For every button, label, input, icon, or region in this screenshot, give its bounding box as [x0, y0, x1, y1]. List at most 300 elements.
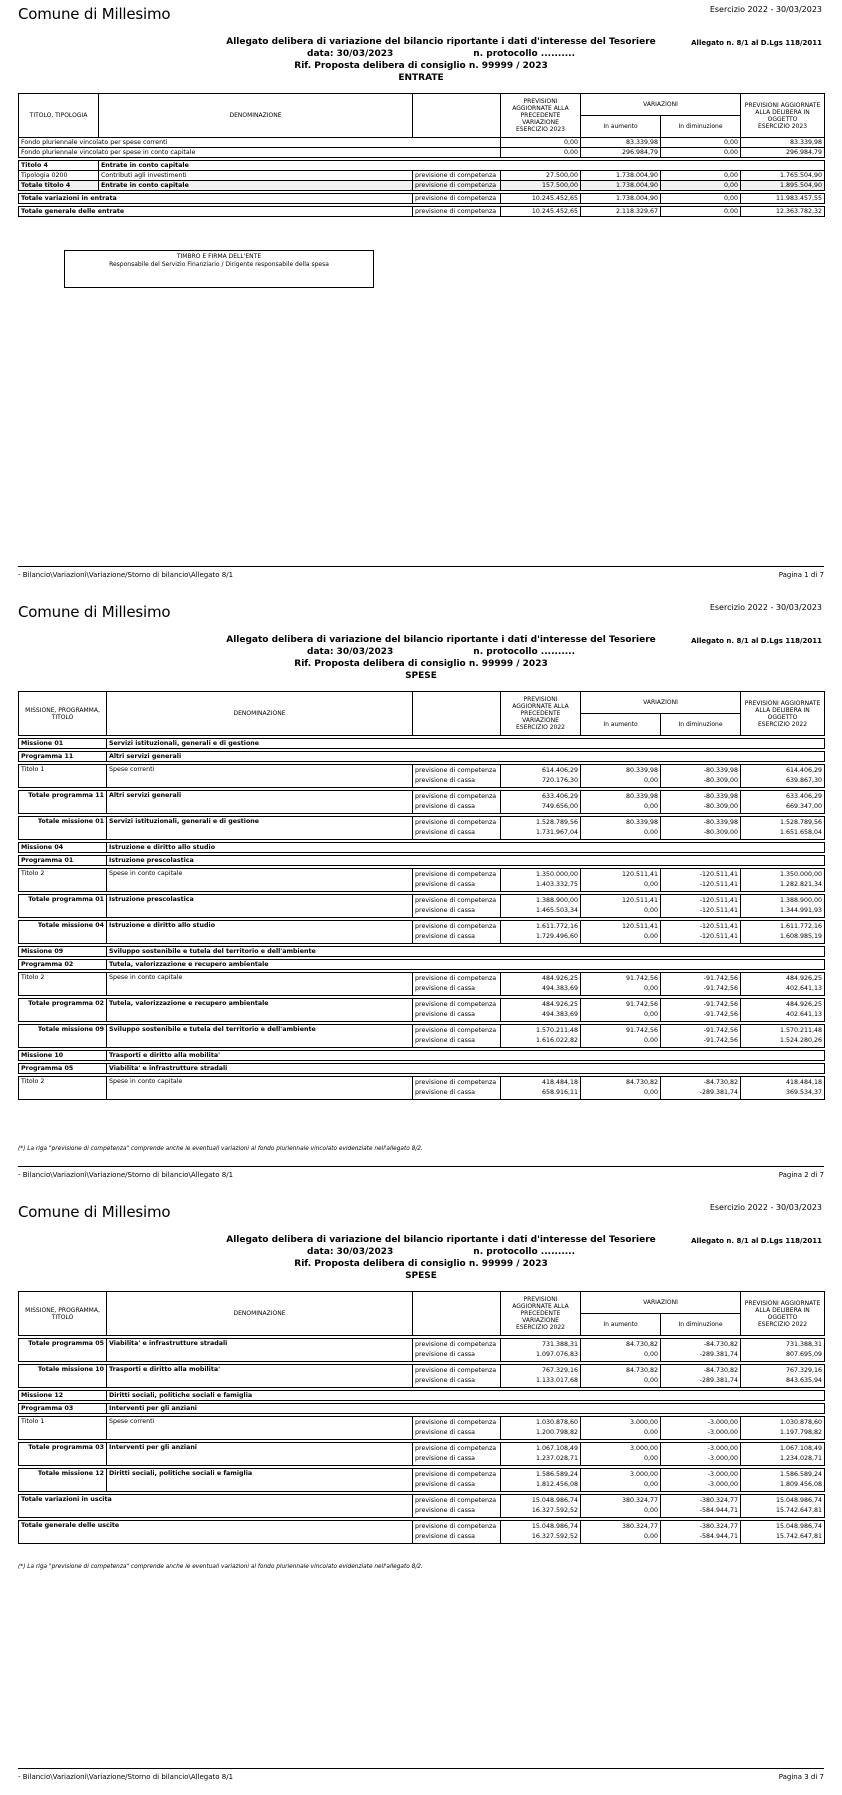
- total-row: [19, 1495, 825, 1518]
- aumento-cell-line-1: 84.730,82: [625, 1367, 658, 1374]
- row-description: Diritti sociali, politiche sociali e famiglia: [107, 1469, 413, 1492]
- col-aumento-header: In aumento: [581, 714, 661, 736]
- section-title: SPESE: [405, 671, 437, 681]
- col-variazioni-header: VARIAZIONI: [581, 94, 741, 116]
- page-footer: [18, 1768, 824, 1781]
- table-row: [19, 171, 825, 181]
- previsioni-prec-cell: [501, 1025, 581, 1048]
- esercizio-date: Esercizio 2022 - 30/03/2023: [709, 603, 822, 612]
- diminuzione-cell: 0,00: [661, 181, 741, 191]
- diminuzione-cell-line-1: -80.339,98: [703, 767, 739, 774]
- section-row: [19, 752, 825, 762]
- previsioni-prec-cell-line-1: 731.388,31: [541, 1341, 578, 1348]
- previsioni-prec-cell-line-1: 15.048.986,74: [531, 1523, 578, 1530]
- previsioni-prec-cell-line-1: 633.406,29: [541, 793, 578, 800]
- row-type: previsione di competenza: [413, 207, 501, 217]
- row-code: Totale missione 01: [19, 817, 107, 840]
- row-description: Altri servizi generali: [107, 752, 825, 762]
- aumento-cell-line-2: 0,00: [643, 907, 658, 914]
- row-type-line-2: previsione di cassa: [415, 881, 476, 888]
- col-variazioni-header: VARIAZIONI: [581, 692, 741, 714]
- diminuzione-cell: [661, 999, 741, 1022]
- esercizio-prec-label: ESERCIZIO 2022: [516, 724, 565, 731]
- aumento-cell-line-2: 0,00: [643, 1533, 658, 1540]
- previsioni-prec-cell: [501, 791, 581, 814]
- aumento-cell-line-1: 380.324,77: [621, 1497, 658, 1504]
- row-type-line-1: previsione di competenza: [415, 767, 497, 774]
- previsioni-dopo-cell: 12.363.782,32: [741, 207, 825, 217]
- previsioni-prec-cell-line-1: 1.611.772,16: [535, 923, 578, 930]
- row-type-line-2: previsione di cassa: [415, 1011, 476, 1018]
- previsioni-dopo-cell-line-2: 1.344.991,93: [779, 907, 823, 914]
- row-code: Totale programma 01: [19, 895, 107, 918]
- aumento-cell-line-2: 0,00: [643, 829, 658, 836]
- previsioni-prec-cell-line-2: 1.237.028,71: [535, 1455, 578, 1462]
- total-row: [19, 791, 825, 814]
- row-description: Contributi agli investimenti: [99, 171, 413, 181]
- previsioni-dopo-cell-line-1: 418.484,18: [785, 1079, 823, 1086]
- previsioni-prec-cell: [501, 1077, 581, 1100]
- row-type: [413, 999, 501, 1022]
- row-description: Istruzione prescolastica: [107, 895, 413, 918]
- aumento-cell-line-2: 0,00: [643, 1455, 658, 1462]
- section-row: [19, 1404, 825, 1414]
- previsioni-prec-cell-line-1: 1.067.108,49: [535, 1445, 578, 1452]
- row-description: Diritti sociali, politiche sociali e famiglia: [107, 1391, 825, 1401]
- page-number: Pagina 2 di 7: [778, 1171, 824, 1179]
- previsioni-dopo-cell: [741, 921, 825, 944]
- table-body: [19, 1336, 825, 1544]
- row-type-line-2: previsione di cassa: [415, 933, 476, 940]
- aumento-cell: 296.984,79: [581, 148, 661, 158]
- title-line-2: [0, 1246, 842, 1258]
- diminuzione-cell: 0,00: [661, 207, 741, 217]
- aumento-cell-line-1: 120.511,41: [621, 871, 658, 878]
- diminuzione-cell-line-1: -84.730,82: [703, 1341, 739, 1348]
- row-type-line-1: previsione di competenza: [415, 1367, 497, 1374]
- previsioni-dopo-cell: [741, 1469, 825, 1492]
- previsioni-prec-cell-line-2: 658.916,11: [541, 1089, 578, 1096]
- previsioni-dopo-cell: [741, 791, 825, 814]
- col-titolo-header: MISSIONE, PROGRAMMA, TITOLO: [19, 692, 107, 736]
- previsioni-prec-cell-line-2: 1.731.967,04: [535, 829, 578, 836]
- previsioni-dopo-cell: [741, 1417, 825, 1440]
- page-2: [0, 598, 842, 1198]
- aumento-cell: [581, 999, 661, 1022]
- row-type: previsione di competenza: [413, 171, 501, 181]
- row-description: Viabilita' e infrastrutture stradali: [107, 1339, 413, 1362]
- row-type: [413, 1521, 501, 1544]
- table-header: [19, 94, 825, 138]
- previsioni-dopo-cell-line-1: 1.611.772,16: [779, 923, 823, 930]
- title-protocol: n. protocollo ..........: [473, 1247, 575, 1257]
- previsioni-dopo-cell-line-2: 1.651.658,04: [779, 829, 823, 836]
- col-denominazione-header: DENOMINAZIONE: [107, 1292, 413, 1336]
- row-type-line-1: previsione di competenza: [415, 871, 497, 878]
- page-3: [0, 1198, 842, 1795]
- row-code: Titolo 2: [19, 973, 107, 996]
- previsioni-prec-cell-line-2: 749.656,00: [541, 803, 578, 810]
- previsioni-prec-cell-line-1: 418.484,18: [541, 1079, 578, 1086]
- entity-name: Comune di Millesimo: [18, 603, 171, 621]
- row-type-line-1: previsione di competenza: [415, 1079, 497, 1086]
- previsioni-prec-cell-line-2: 1.616.022,82: [535, 1037, 578, 1044]
- previsioni-prec-cell-line-2: 1.403.332,75: [535, 881, 578, 888]
- aumento-cell-line-2: 0,00: [643, 1429, 658, 1436]
- diminuzione-cell-line-2: -91.742,56: [703, 1011, 739, 1018]
- row-description: Spese in conto capitale: [107, 973, 413, 996]
- aumento-cell: [581, 1443, 661, 1466]
- page-number: Pagina 3 di 7: [778, 1773, 824, 1781]
- row-type-line-1: previsione di competenza: [415, 975, 497, 982]
- row-code: Totale programma 11: [19, 791, 107, 814]
- total-row: [19, 1443, 825, 1466]
- row-type: [413, 895, 501, 918]
- aumento-cell-line-1: 80.339,98: [625, 819, 658, 826]
- aumento-cell: 2.118.329,67: [581, 207, 661, 217]
- diminuzione-cell-line-2: -80.309,00: [703, 777, 739, 784]
- previsioni-dopo-cell: [741, 1077, 825, 1100]
- section-row: [19, 1051, 825, 1061]
- row-label: Totale variazioni in uscita: [19, 1495, 413, 1518]
- previsioni-dopo-label: PREVISIONI AGGIORNATE ALLA DELIBERA IN OGGETTO: [744, 1299, 821, 1321]
- diminuzione-cell-line-2: -120.511,41: [699, 933, 739, 940]
- diminuzione-cell-line-1: -80.339,98: [703, 793, 739, 800]
- previsioni-dopo-cell: 11.983.457,55: [741, 194, 825, 204]
- entity-name: Comune di Millesimo: [18, 1203, 171, 1221]
- footnote: (*) La riga "previsione di competenza" comprende anche le eventuali variazioni al fondo pluriennale vincolato evidenziate nell'allegato 8/2.: [18, 1146, 423, 1152]
- total-row: [19, 181, 825, 191]
- row-type-line-2: previsione di cassa: [415, 1533, 476, 1540]
- diminuzione-cell-line-1: -91.742,56: [703, 1027, 739, 1034]
- diminuzione-cell-line-1: -120.511,41: [699, 871, 739, 878]
- previsioni-dopo-cell-line-1: 15.048.986,74: [775, 1523, 823, 1530]
- aumento-cell: 1.738.004,90: [581, 194, 661, 204]
- footer-path: - Bilancio\Variazioni\Variazione/Storno di bilancio\Allegato 8/1: [18, 1773, 234, 1781]
- row-type-line-1: previsione di competenza: [415, 1419, 497, 1426]
- previsioni-dopo-cell-line-2: 1.524.280,26: [779, 1037, 823, 1044]
- total-row: [19, 1469, 825, 1492]
- row-description: Spese in conto capitale: [107, 869, 413, 892]
- table-row: [19, 765, 825, 788]
- previsioni-prec-cell: [501, 817, 581, 840]
- row-description: Interventi per gli anziani: [107, 1404, 825, 1414]
- previsioni-dopo-cell-line-1: 614.406,29: [785, 767, 823, 774]
- aumento-cell-line-2: 0,00: [643, 1481, 658, 1488]
- previsioni-prec-cell: [501, 999, 581, 1022]
- previsioni-prec-cell: 0,00: [501, 138, 581, 148]
- aumento-cell-line-1: 3.000,00: [629, 1419, 658, 1426]
- col-diminuzione-header: In diminuzione: [661, 714, 741, 736]
- previsioni-dopo-cell-line-1: 15.048.986,74: [775, 1497, 823, 1504]
- previsioni-prec-cell-line-2: 494.383,69: [541, 985, 578, 992]
- previsioni-prec-cell-line-2: 1.729.496,60: [535, 933, 578, 940]
- col-aumento-header: In aumento: [581, 1314, 661, 1336]
- previsioni-prec-cell: [501, 869, 581, 892]
- table-body: [19, 736, 825, 1100]
- previsioni-prec-cell-line-1: 15.048.986,74: [531, 1497, 578, 1504]
- previsioni-dopo-cell: [741, 1495, 825, 1518]
- row-label: Totale generale delle entrate: [19, 207, 413, 217]
- previsioni-dopo-cell: [741, 869, 825, 892]
- total-row: [19, 207, 825, 217]
- previsioni-prec-cell-line-2: 494.383,69: [541, 1011, 578, 1018]
- diminuzione-cell: [661, 1025, 741, 1048]
- col-aumento-header: In aumento: [581, 116, 661, 138]
- row-type-line-2: previsione di cassa: [415, 1507, 476, 1514]
- aumento-cell-line-1: 91.742,56: [625, 1027, 658, 1034]
- previsioni-dopo-cell-line-2: 15.742.647,81: [775, 1533, 823, 1540]
- previsioni-prec-label: PREVISIONI AGGIORNATE ALLA PRECEDENTE VARIAZIONE: [512, 1296, 569, 1324]
- diminuzione-cell-line-2: -120.511,41: [699, 881, 739, 888]
- row-type-line-2: previsione di cassa: [415, 829, 476, 836]
- aumento-cell-line-2: 0,00: [643, 1011, 658, 1018]
- diminuzione-cell-line-1: -84.730,82: [703, 1367, 739, 1374]
- previsioni-dopo-cell-line-1: 1.067.108,49: [779, 1445, 823, 1452]
- allegato-ref: Allegato n. 8/1 al D.Lgs 118/2011: [691, 39, 822, 47]
- previsioni-prec-cell: [501, 1417, 581, 1440]
- previsioni-prec-cell: [501, 1469, 581, 1492]
- previsioni-prec-cell-line-1: 484.926,25: [541, 1001, 578, 1008]
- aumento-cell-line-1: 120.511,41: [621, 923, 658, 930]
- section-row: [19, 947, 825, 957]
- table-header: [19, 692, 825, 736]
- section-row: [19, 856, 825, 866]
- title-line-3: Rif. Proposta delibera di consiglio n. 99999 / 2023: [294, 1259, 548, 1269]
- diminuzione-cell: 0,00: [661, 148, 741, 158]
- previsioni-dopo-label: PREVISIONI AGGIORNATE ALLA DELIBERA IN OGGETTO: [744, 699, 821, 721]
- row-code: Missione 04: [19, 843, 107, 853]
- previsioni-dopo-cell-line-2: 402.641,13: [785, 1011, 823, 1018]
- col-denominazione-header: DENOMINAZIONE: [99, 94, 413, 138]
- row-code: Titolo 1: [19, 1417, 107, 1440]
- row-type-line-2: previsione di cassa: [415, 1481, 476, 1488]
- esercizio-dopo-label: ESERCIZIO 2022: [758, 1320, 808, 1328]
- table-row: [19, 869, 825, 892]
- diminuzione-cell: 0,00: [661, 138, 741, 148]
- previsioni-prec-cell-line-1: 1.570.211,48: [535, 1027, 578, 1034]
- title-line-1: Allegato delibera di variazione del bilancio riportante i dati d'interesse del Tesoriere: [226, 635, 656, 645]
- aumento-cell-line-2: 0,00: [643, 985, 658, 992]
- previsioni-dopo-cell-line-2: 1.282.821,34: [779, 881, 823, 888]
- table-body: [19, 138, 825, 217]
- row-type-line-1: previsione di competenza: [415, 1001, 497, 1008]
- aumento-cell-line-1: 80.339,98: [625, 767, 658, 774]
- col-variazioni-header: VARIAZIONI: [581, 1292, 741, 1314]
- row-code: Programma 03: [19, 1404, 107, 1414]
- row-description: Tutela, valorizzazione e recupero ambientale: [107, 999, 413, 1022]
- previsioni-dopo-cell-line-1: 633.406,29: [785, 793, 823, 800]
- previsioni-prec-cell: 10.245.452,65: [501, 194, 581, 204]
- entrate-table: [18, 93, 825, 217]
- title-block: [0, 634, 842, 682]
- col-titolo-header: TITOLO, TIPOLOGIA: [19, 94, 99, 138]
- diminuzione-cell: [661, 1443, 741, 1466]
- title-date: data: 30/03/2023: [307, 49, 394, 59]
- total-row: [19, 921, 825, 944]
- previsioni-prec-cell: [501, 1443, 581, 1466]
- col-denominazione-header: DENOMINAZIONE: [107, 692, 413, 736]
- title-date: data: 30/03/2023: [307, 647, 394, 657]
- previsioni-prec-cell-line-2: 1.097.076,83: [535, 1351, 578, 1358]
- row-type: [413, 1025, 501, 1048]
- col-previsioni-dopo-header: [741, 94, 825, 138]
- diminuzione-cell: [661, 921, 741, 944]
- row-type: [413, 921, 501, 944]
- title-block: [0, 36, 842, 84]
- previsioni-dopo-cell: 296.984,79: [741, 148, 825, 158]
- aumento-cell-line-2: 0,00: [643, 1089, 658, 1096]
- table-row: [19, 138, 825, 148]
- aumento-cell: [581, 1521, 661, 1544]
- aumento-cell-line-1: 91.742,56: [625, 1001, 658, 1008]
- row-description: Sviluppo sostenibile e tutela del territorio e dell'ambiente: [107, 1025, 413, 1048]
- row-type-line-1: previsione di competenza: [415, 1027, 497, 1034]
- stamp-title: TIMBRO E FIRMA DELL'ENTE: [176, 253, 262, 260]
- aumento-cell-line-1: 3.000,00: [629, 1471, 658, 1478]
- row-type: previsione di competenza: [413, 194, 501, 204]
- aumento-cell-line-1: 120.511,41: [621, 897, 658, 904]
- section-row: [19, 843, 825, 853]
- row-code: Missione 12: [19, 1391, 107, 1401]
- previsioni-dopo-cell-line-1: 1.528.789,56: [779, 819, 823, 826]
- aumento-cell-line-1: 380.324,77: [621, 1523, 658, 1530]
- diminuzione-cell: [661, 973, 741, 996]
- previsioni-prec-cell-line-2: 1.812.456,08: [535, 1481, 578, 1488]
- aumento-cell: [581, 1077, 661, 1100]
- row-type: [413, 1365, 501, 1388]
- previsioni-dopo-cell-line-1: 1.030.878,60: [779, 1419, 823, 1426]
- section-title: SPESE: [405, 1271, 437, 1281]
- diminuzione-cell-line-2: -120.511,41: [699, 907, 739, 914]
- row-type-line-1: previsione di competenza: [415, 1445, 497, 1452]
- diminuzione-cell-line-1: -120.511,41: [699, 897, 739, 904]
- row-code: Missione 10: [19, 1051, 107, 1061]
- diminuzione-cell-line-2: -289.381,74: [699, 1351, 739, 1358]
- row-code: Totale missione 12: [19, 1469, 107, 1492]
- row-description: Spese correnti: [107, 1417, 413, 1440]
- previsioni-dopo-cell-line-1: 484.926,25: [785, 975, 823, 982]
- diminuzione-cell: [661, 1469, 741, 1492]
- title-block: [0, 1234, 842, 1282]
- diminuzione-cell-line-1: -91.742,56: [703, 1001, 739, 1008]
- aumento-cell-line-2: 0,00: [643, 803, 658, 810]
- row-type-line-2: previsione di cassa: [415, 1089, 476, 1096]
- col-previsioni-dopo-header: [741, 1292, 825, 1336]
- diminuzione-cell-line-2: -584.944,71: [699, 1533, 739, 1540]
- col-diminuzione-header: In diminuzione: [661, 116, 741, 138]
- row-description: Istruzione prescolastica: [107, 856, 825, 866]
- esercizio-dopo-label: ESERCIZIO 2023: [758, 122, 808, 130]
- diminuzione-cell: [661, 895, 741, 918]
- diminuzione-cell-line-1: -120.511,41: [699, 923, 739, 930]
- diminuzione-cell-line-2: -80.309,00: [703, 829, 739, 836]
- previsioni-prec-label: PREVISIONI AGGIORNATE ALLA PRECEDENTE VARIAZIONE: [512, 696, 569, 724]
- table-row: [19, 973, 825, 996]
- diminuzione-cell: [661, 1495, 741, 1518]
- spese-table: [18, 1291, 825, 1544]
- aumento-cell-line-2: 0,00: [643, 933, 658, 940]
- row-code: Totale programma 02: [19, 999, 107, 1022]
- total-row: [19, 1521, 825, 1544]
- row-code: Programma 01: [19, 856, 107, 866]
- entity-name: Comune di Millesimo: [18, 5, 171, 23]
- row-code: Titolo 2: [19, 869, 107, 892]
- section-row: [19, 739, 825, 749]
- row-code: Totale missione 09: [19, 1025, 107, 1048]
- row-type-line-1: previsione di competenza: [415, 793, 497, 800]
- title-protocol: n. protocollo ..........: [473, 647, 575, 657]
- col-previsioni-prec-header: [501, 1292, 581, 1336]
- previsioni-dopo-cell-line-2: 843.635,94: [785, 1377, 823, 1384]
- aumento-cell-line-2: 0,00: [643, 777, 658, 784]
- row-code: Missione 09: [19, 947, 107, 957]
- row-code: Totale missione 10: [19, 1365, 107, 1388]
- row-type-line-2: previsione di cassa: [415, 1377, 476, 1384]
- previsioni-prec-cell-line-2: 16.327.592,52: [531, 1507, 578, 1514]
- page-footer: [18, 1166, 824, 1179]
- diminuzione-cell: [661, 765, 741, 788]
- previsioni-prec-cell: 10.245.452,65: [501, 207, 581, 217]
- aumento-cell-line-2: 0,00: [643, 1037, 658, 1044]
- row-type: [413, 1495, 501, 1518]
- row-label: Totale variazioni in entrata: [19, 194, 413, 204]
- previsioni-prec-cell-line-2: 1.200.798,82: [535, 1429, 578, 1436]
- previsioni-dopo-cell-line-2: 1.234.028,71: [779, 1455, 823, 1462]
- section-row: [19, 1391, 825, 1401]
- row-type-line-1: previsione di competenza: [415, 1497, 497, 1504]
- row-type-line-2: previsione di cassa: [415, 1037, 476, 1044]
- allegato-ref: Allegato n. 8/1 al D.Lgs 118/2011: [691, 637, 822, 645]
- diminuzione-cell: [661, 1077, 741, 1100]
- row-type-line-2: previsione di cassa: [415, 1351, 476, 1358]
- diminuzione-cell-line-1: -91.742,56: [703, 975, 739, 982]
- esercizio-date: Esercizio 2022 - 30/03/2023: [709, 5, 822, 14]
- diminuzione-cell: [661, 817, 741, 840]
- aumento-cell-line-2: 0,00: [643, 1507, 658, 1514]
- row-description: Servizi istituzionali, generali e di gestione: [107, 817, 413, 840]
- previsioni-prec-cell: [501, 895, 581, 918]
- row-label: Fondo pluriennale vincolato per spese in conto capitale: [19, 148, 501, 158]
- row-type: [413, 1077, 501, 1100]
- row-code: Programma 11: [19, 752, 107, 762]
- esercizio-prec-label: ESERCIZIO 2022: [516, 1324, 565, 1331]
- diminuzione-cell-line-2: -289.381,74: [699, 1377, 739, 1384]
- total-row: [19, 194, 825, 204]
- aumento-cell-line-2: 0,00: [643, 1377, 658, 1384]
- footer-path: - Bilancio\Variazioni\Variazione/Storno di bilancio\Allegato 8/1: [18, 571, 234, 579]
- title-protocol: n. protocollo ..........: [473, 49, 575, 59]
- previsioni-dopo-cell-line-2: 15.742.647,81: [775, 1507, 823, 1514]
- previsioni-dopo-label: PREVISIONI AGGIORNATE ALLA DELIBERA IN OGGETTO: [744, 101, 821, 123]
- previsioni-dopo-cell-line-2: 1.809.456,08: [779, 1481, 823, 1488]
- aumento-cell-line-1: 80.339,98: [625, 793, 658, 800]
- total-row: [19, 817, 825, 840]
- previsioni-dopo-cell: [741, 1365, 825, 1388]
- previsioni-dopo-cell: [741, 973, 825, 996]
- total-row: [19, 1339, 825, 1362]
- total-row: [19, 1025, 825, 1048]
- row-type-line-1: previsione di competenza: [415, 1471, 497, 1478]
- section-row: [19, 161, 825, 171]
- diminuzione-cell-line-1: -3.000,00: [707, 1471, 739, 1478]
- previsioni-prec-cell-line-2: 1.465.503,34: [535, 907, 578, 914]
- aumento-cell-line-1: 84.730,82: [625, 1079, 658, 1086]
- aumento-cell-line-1: 91.742,56: [625, 975, 658, 982]
- previsioni-prec-cell-line-2: 720.176,30: [541, 777, 578, 784]
- previsioni-prec-cell: [501, 765, 581, 788]
- esercizio-prec-label: ESERCIZIO 2023: [516, 126, 565, 133]
